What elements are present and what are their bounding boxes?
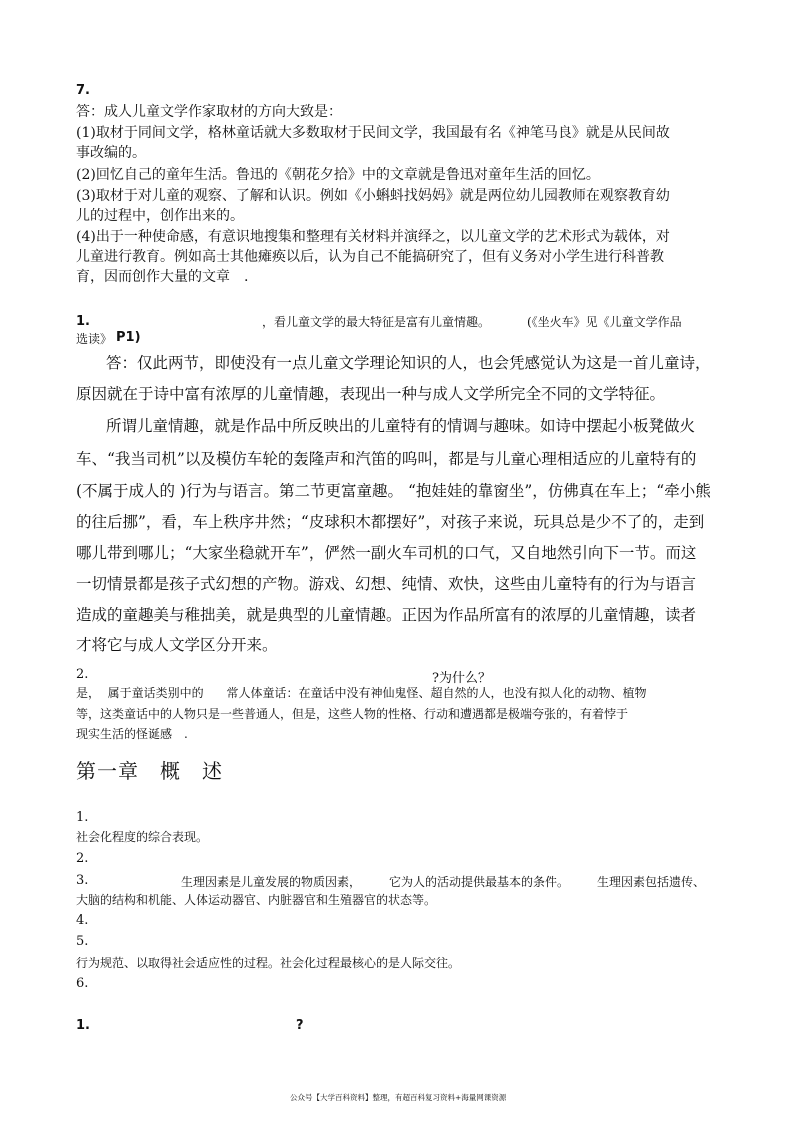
- page-reference: P1): [116, 330, 141, 345]
- footer-text: 公众号【大学百科资料】整理，有超百科复习资料+海量网课资源: [290, 1093, 507, 1102]
- answer-line: 哪儿带到哪儿；“大家坐稳就开车”，俨然一副火车司机的口气，又自地然引向下一节。而这: [76, 544, 697, 562]
- question-text: ?为什么？: [432, 671, 491, 686]
- answer-line: 儿童进行教育。例如高士其他瘫痪以后，认为自己不能搞研究了，但有义务对小学生进行科普教: [76, 249, 664, 265]
- item-text: 它为人的活动提供最基本的条件。: [389, 875, 570, 889]
- question-number: 2.: [76, 667, 89, 682]
- item-text: 生理因素包括遗传、: [597, 875, 706, 889]
- answer-line: 一切情景都是孩子式幻想的产物。游戏、幻想、纯情、欢快，这些由儿童特有的行为与语言: [76, 575, 697, 593]
- answer-line: (不属于成人的 )行为与语言。第二节更富童趣。 “抱娃娃的靠窗坐”，仿佛真在车上；“牵小熊: [76, 482, 711, 500]
- question-number: 1.: [76, 1018, 90, 1033]
- question-text: ，看儿童文学的最大特征是富有儿童情趣。: [262, 315, 491, 329]
- answer-line: 现实生活的怪诞感 .: [76, 727, 188, 741]
- item-number: 3.: [76, 873, 89, 888]
- question-mark: ?: [296, 1018, 304, 1033]
- answer-line: 的往后挪”，看，车上秩序井然；“皮球积木都摆好”，对孩子来说，玩具总是少不了的，走到: [76, 513, 705, 531]
- item-number: 5.: [76, 934, 89, 949]
- answer-line: 所谓儿童情趣，就是作品中所反映出的儿童特有的情调与趣味。如诗中摆起小板凳做火: [106, 417, 696, 435]
- answer-line: 造成的童趣美与稚拙美，就是典型的儿童情趣。正因为作品所富有的浓厚的儿童情趣，读者: [76, 606, 697, 624]
- answer-line: 车、“我当司机”以及模仿车轮的轰隆声和汽笛的呜叫，都是与儿童心理相适应的儿童特有的: [76, 450, 697, 468]
- item-text: 行为规范、以取得社会适应性的过程。社会化过程最核心的是人际交往。: [76, 956, 461, 970]
- answer-line: 等，这类童话中的人物只是一些普通人，但是，这些人物的性格、行动和遭遇都是极端夸张的，有着悖于: [76, 707, 629, 721]
- answer-line: 是， 属于童话类别中的 常人体童话：在童话中没有神仙鬼怪、超自然的人，也没有拟人化的动物、植物: [76, 686, 647, 700]
- answer-line: (1)取材于同间文学，格林童话就大多数取材于民间文学，我国最有名《神笔马良》就是从民间故: [76, 125, 670, 141]
- question-number: 1.: [76, 314, 90, 329]
- item-text: 大脑的结构和机能、人体运动器官、内脏器官和生殖器官的状态等。: [76, 893, 437, 907]
- answer-line: 儿的过程中，创作出来的。: [76, 208, 244, 224]
- question-source: (《坐火车》见《儿童文学作品: [527, 315, 682, 329]
- section-number: 7.: [76, 83, 90, 98]
- question-source-line2: 选读》: [76, 332, 113, 346]
- answer-line: 才将它与成人文学区分开来。: [76, 636, 278, 654]
- item-number: 2.: [76, 851, 89, 866]
- answer-line: (3)取材于对儿童的观察、了解和认识。例如《小蝌蚪找妈妈》就是两位幼儿园教师在观察教育幼: [76, 188, 670, 204]
- answer-line: (4)出于一种使命感，有意识地搜集和整理有关材料并演绎之，以儿童文学的艺术形式为载体，对: [76, 229, 670, 245]
- answer-line: 答：成人儿童文学作家取材的方向大致是：: [76, 104, 342, 120]
- item-number: 4.: [76, 913, 89, 928]
- answer-line: 事改编的。: [76, 145, 146, 161]
- chapter-heading: 第一章 概 述: [76, 759, 223, 783]
- item-number: 6.: [76, 976, 89, 991]
- item-text: 社会化程度的综合表现。: [76, 830, 209, 844]
- answer-line: 答：仅此两节，即使没有一点儿童文学理论知识的人，也会凭感觉认为这是一首儿童诗，: [106, 354, 711, 372]
- answer-line: 育，因而创作大量的文章 .: [76, 269, 249, 285]
- item-text: 生理因素是儿童发展的物质因素，: [181, 875, 362, 889]
- item-number: 1.: [76, 810, 89, 825]
- answer-line: (2)回忆自己的童年生活。鲁迅的《朝花夕拾》中的文章就是鲁迅对童年生活的回忆。: [76, 167, 600, 183]
- answer-line: 原因就在于诗中富有浓厚的儿童情趣，表现出一种与成人文学所完全不同的文学特征。: [76, 385, 666, 403]
